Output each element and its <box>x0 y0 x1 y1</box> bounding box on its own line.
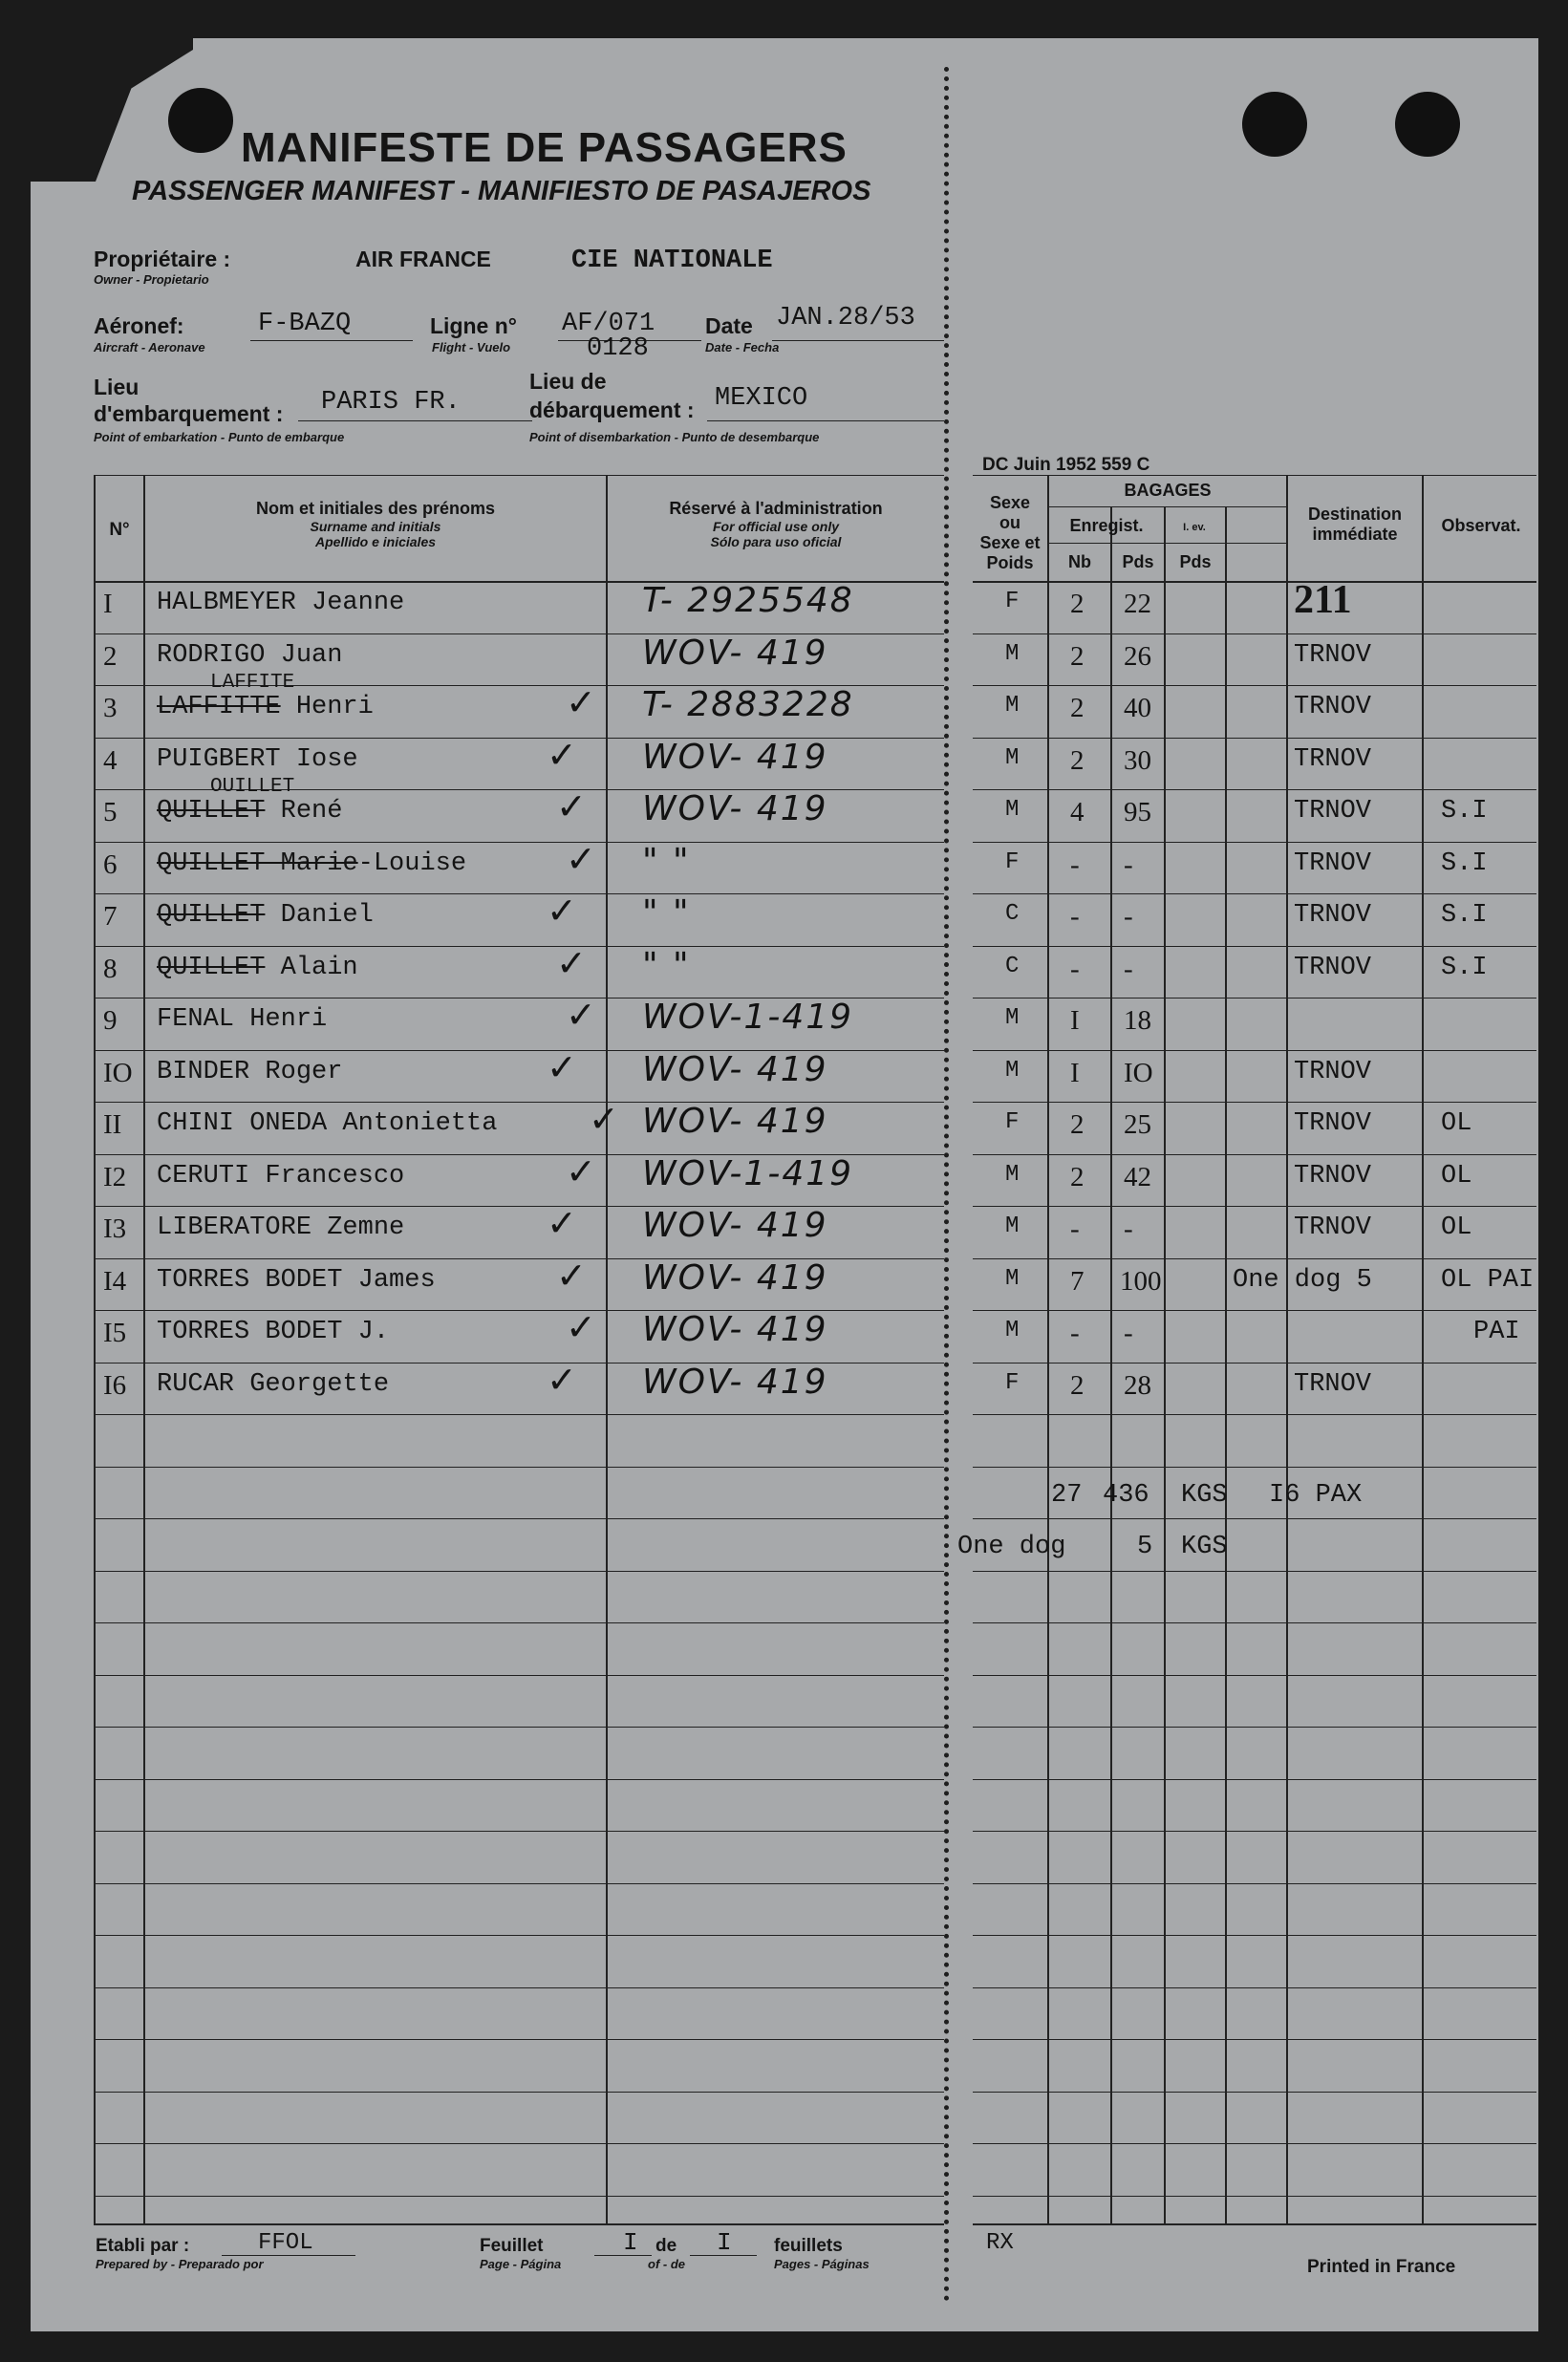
row-rule <box>973 2092 1536 2093</box>
row-name: PUIGBERT Iose <box>157 745 358 774</box>
row-admin: WOV- 419 <box>642 1310 828 1349</box>
row-admin: WOV- 419 <box>642 633 828 673</box>
footer-code: RX <box>986 2230 1014 2256</box>
row-baggage-nb: - <box>1070 1318 1080 1348</box>
aircraft-label: Aéronef: <box>94 313 184 338</box>
check-mark-icon: ✓ <box>547 1046 577 1088</box>
row-number: I3 <box>103 1213 127 1244</box>
pages-label: feuillets <box>774 2236 843 2256</box>
embark-value: PARIS FR. <box>321 388 461 417</box>
row-baggage-pds: 25 <box>1124 1109 1151 1140</box>
row-name: FENAL Henri <box>157 1005 328 1034</box>
row-destination: TRNOV <box>1294 693 1372 721</box>
line-sub: Flight - Vuelo <box>432 340 511 354</box>
row-name-struck: QUILLET <box>157 954 266 982</box>
of-sub: of - de <box>648 2257 685 2271</box>
row-rule <box>94 1935 944 1936</box>
row-rule <box>973 738 1536 739</box>
owner-extra: CIE NATIONALE <box>571 247 773 275</box>
row-sex: F <box>1005 1370 1020 1396</box>
row-rule <box>973 1310 1536 1311</box>
row-rule <box>973 1675 1536 1676</box>
row-name-rest: Alain <box>265 954 358 982</box>
row-name-struck: LAFFITTE <box>157 693 281 721</box>
row-baggage-pds: - <box>1124 849 1133 880</box>
row-baggage-nb: 2 <box>1070 1109 1085 1140</box>
disembark-value: MEXICO <box>715 384 808 413</box>
line-label: Ligne n° <box>430 313 517 338</box>
row-rule <box>94 1727 944 1728</box>
row-baggage-pds: - <box>1124 1318 1133 1348</box>
row-rule <box>94 1883 944 1884</box>
owner-value: AIR FRANCE <box>355 247 491 271</box>
row-rule <box>973 893 1536 894</box>
row-sex: M <box>1005 693 1020 719</box>
row-admin: WOV- 419 <box>642 1206 828 1245</box>
row-remarks: S.I <box>1441 797 1488 826</box>
row-name: RUCAR Georgette <box>157 1370 390 1399</box>
col-header-sex-4: Poids <box>986 553 1034 572</box>
row-sex: M <box>1005 641 1020 667</box>
col-header-unreg: I. ev. <box>1183 522 1206 533</box>
col-header-baggage: BAGAGES <box>1124 481 1212 500</box>
col-header-admin-sub1: For official use only <box>713 519 839 534</box>
row-admin: T- 2925548 <box>642 581 854 620</box>
row-sex: M <box>1005 1213 1020 1239</box>
row-rule <box>973 1258 1536 1259</box>
row-remarks: S.I <box>1441 849 1488 878</box>
date-sub: Date - Fecha <box>705 340 780 354</box>
check-mark-icon: ✓ <box>547 1359 577 1401</box>
col-header-sex-1: Sexe <box>989 493 1031 512</box>
prepared-value: FFOL <box>258 2230 313 2256</box>
row-rule <box>973 1622 1536 1623</box>
col-header-destination-1: Destination <box>1307 505 1402 524</box>
row-rule <box>973 1206 1536 1207</box>
row-rule <box>94 2039 944 2040</box>
total-pds: 436 <box>1103 1481 1149 1510</box>
row-admin: WOV-1-419 <box>642 998 854 1037</box>
row-number: 3 <box>103 693 118 723</box>
col-header-sex <box>973 493 1047 573</box>
row-baggage-pds: 18 <box>1124 1005 1151 1036</box>
disembark-label-1: Lieu de <box>529 369 607 394</box>
check-mark-icon: ✓ <box>547 890 577 932</box>
row-admin: WOV- 419 <box>642 1102 828 1141</box>
row-admin: WOV- 419 <box>642 1050 828 1089</box>
row-destination: One dog 5 <box>1233 1266 1372 1295</box>
row-admin: " " <box>642 893 691 933</box>
page-label: Feuillet <box>480 2236 544 2256</box>
row-remarks: OL PAI <box>1441 1266 1535 1295</box>
row-rule <box>973 842 1536 843</box>
total-pax: I6 PAX <box>1269 1481 1363 1510</box>
row-baggage-nb: I <box>1070 1005 1080 1036</box>
aircraft-value: F-BAZQ <box>258 310 352 338</box>
row-destination: TRNOV <box>1294 797 1372 826</box>
row-baggage-pds: 40 <box>1124 693 1151 723</box>
page-value: I <box>623 2228 638 2257</box>
row-baggage-nb: - <box>1070 849 1080 880</box>
row-destination: TRNOV <box>1294 849 1372 878</box>
row-number: 4 <box>103 745 118 776</box>
total-unit: KGS <box>1181 1481 1228 1510</box>
col-header-name-sub1: Surname and initials <box>310 519 441 534</box>
row-admin: WOV- 419 <box>642 1258 828 1298</box>
row-baggage-nb: 4 <box>1070 797 1085 827</box>
row-number: I <box>103 589 113 619</box>
row-number: I6 <box>103 1370 127 1401</box>
row-number: 2 <box>103 641 118 672</box>
row-baggage-pds: 28 <box>1124 1370 1151 1401</box>
col-header-remarks: Observat. <box>1441 516 1521 535</box>
row-rule <box>973 1467 1536 1468</box>
row-name: TORRES BODET James <box>157 1266 436 1295</box>
row-rule <box>94 1831 944 1832</box>
row-rule <box>973 1363 1536 1364</box>
disembark-sub: Point of disembarkation - Punto de desembarque <box>529 430 820 444</box>
row-name-correction: OUILLET <box>210 776 295 798</box>
row-rule <box>94 842 944 843</box>
owner-label: Propriétaire : <box>94 247 231 271</box>
row-baggage-pds: - <box>1124 954 1133 984</box>
row-admin: WOV- 419 <box>642 738 828 777</box>
row-remarks: S.I <box>1441 901 1488 930</box>
row-name: CHINI ONEDA Antonietta <box>157 1109 498 1138</box>
row-destination: TRNOV <box>1294 1213 1372 1242</box>
dog-label: One dog <box>957 1533 1066 1561</box>
row-rule <box>973 1883 1536 1884</box>
row-baggage-nb: - <box>1070 1213 1080 1244</box>
row-destination: TRNOV <box>1294 1370 1372 1399</box>
aircraft-sub: Aircraft - Aeronave <box>94 340 205 354</box>
row-rule <box>94 1987 944 1988</box>
check-mark-icon: ✓ <box>547 734 577 776</box>
row-rule <box>973 1831 1536 1832</box>
row-sex: M <box>1005 1005 1020 1031</box>
row-remarks: OL <box>1441 1162 1472 1191</box>
row-name <box>157 849 466 878</box>
row-baggage-nb: 2 <box>1070 589 1085 619</box>
row-name: CERUTI Francesco <box>157 1162 405 1191</box>
dog-value: 5 <box>1137 1533 1153 1561</box>
flight-number: 0128 <box>587 334 649 363</box>
row-rule <box>94 946 944 947</box>
col-header-no: N° <box>109 520 130 540</box>
owner-sub: Owner - Propietario <box>94 272 209 287</box>
check-mark-icon: ✓ <box>547 1202 577 1244</box>
row-rule <box>973 789 1536 790</box>
row-baggage-pds: 95 <box>1124 797 1151 827</box>
check-mark-icon: ✓ <box>566 1306 596 1348</box>
row-name <box>157 954 358 982</box>
row-rule <box>94 1622 944 1623</box>
pages-sub: Pages - Páginas <box>774 2257 870 2271</box>
row-rule <box>94 1414 944 1415</box>
row-remarks: S.I <box>1441 954 1488 982</box>
check-mark-icon: ✓ <box>566 1150 596 1192</box>
row-name-struck: QUILLET Marie <box>157 849 358 878</box>
row-sex: F <box>1005 589 1020 614</box>
check-mark-icon: ✓ <box>566 838 596 880</box>
col-header-name <box>145 499 606 549</box>
row-rule <box>94 1518 944 1519</box>
check-mark-icon: ✓ <box>556 942 587 984</box>
col-header-sex-2: ou <box>999 513 1020 532</box>
row-rule <box>94 1467 944 1468</box>
check-mark-icon: ✓ <box>566 994 596 1036</box>
row-name-rest: René <box>265 797 343 826</box>
row-name-rest: Daniel <box>265 901 374 930</box>
col-header-name-sub2: Apellido e iniciales <box>314 534 437 549</box>
col-header-destination <box>1288 505 1422 545</box>
row-rule <box>94 2196 944 2197</box>
row-rule <box>94 2143 944 2144</box>
row-rule <box>973 1102 1536 1103</box>
row-name-struck: QUILLET <box>157 797 266 826</box>
col-header-admin <box>608 499 944 549</box>
row-rule <box>973 1987 1536 1988</box>
torn-corner <box>31 38 193 182</box>
row-number: IO <box>103 1058 133 1088</box>
row-sex: M <box>1005 1162 1020 1188</box>
row-baggage-pds: 42 <box>1124 1162 1151 1192</box>
row-rule <box>94 1675 944 1676</box>
row-sex: F <box>1005 849 1020 875</box>
row-destination: TRNOV <box>1294 1162 1372 1191</box>
row-name: BINDER Roger <box>157 1058 343 1086</box>
printed-in: Printed in France <box>1307 2257 1456 2277</box>
row-rule <box>973 2143 1536 2144</box>
check-mark-icon: ✓ <box>589 1098 619 1140</box>
row-rule <box>973 1779 1536 1780</box>
form-code: DC Juin 1952 559 C <box>982 455 1150 475</box>
row-sex: F <box>1005 1109 1020 1135</box>
row-sex: M <box>1005 797 1020 823</box>
punch-hole-right <box>1395 92 1460 157</box>
page-title: MANIFESTE DE PASSAGERS <box>241 124 848 171</box>
row-name-rest: Henri <box>280 693 374 721</box>
col-header-admin-label: Réservé à l'administration <box>669 499 883 518</box>
row-name: LIBERATORE Zemne <box>157 1213 405 1242</box>
row-destination: TRNOV <box>1294 901 1372 930</box>
embark-sub: Point of embarkation - Punto de embarque <box>94 430 345 444</box>
row-name: HALBMEYER Jeanne <box>157 589 405 617</box>
col-header-destination-2: immédiate <box>1312 525 1398 544</box>
stamp-number: 211 <box>1294 578 1352 622</box>
row-number: II <box>103 1109 122 1140</box>
row-rule <box>973 1050 1536 1051</box>
row-rule <box>973 1414 1536 1415</box>
row-admin: T- 2883228 <box>642 685 854 724</box>
row-name <box>157 693 374 721</box>
col-header-admin-sub2: Sólo para uso oficial <box>710 534 842 549</box>
page-sub: Page - Página <box>480 2257 562 2271</box>
row-sex: C <box>1005 954 1020 979</box>
row-baggage-pds: - <box>1124 901 1133 932</box>
row-rule <box>973 1935 1536 1936</box>
row-rule <box>973 2039 1536 2040</box>
row-destination: TRNOV <box>1294 745 1372 774</box>
row-baggage-nb: 2 <box>1070 641 1085 672</box>
disembark-label-2: débarquement : <box>529 397 695 422</box>
row-baggage-pds: 100 <box>1120 1266 1162 1297</box>
check-mark-icon: ✓ <box>556 785 587 827</box>
row-destination: TRNOV <box>1294 1058 1372 1086</box>
row-baggage-pds: 26 <box>1124 641 1151 672</box>
page-subtitle: PASSENGER MANIFEST - MANIFIESTO DE PASAJEROS <box>132 176 871 206</box>
row-name-rest: -Louise <box>357 849 467 878</box>
of-label: de <box>655 2236 677 2256</box>
col-header-registered: Enregist. <box>1069 516 1144 535</box>
row-rule <box>973 1518 1536 1519</box>
row-sex: M <box>1005 745 1020 771</box>
row-remarks: OL <box>1441 1109 1472 1138</box>
row-admin: " " <box>642 946 691 985</box>
total-nb: 27 <box>1051 1481 1083 1510</box>
row-baggage-nb: - <box>1070 954 1080 984</box>
row-sex: M <box>1005 1266 1020 1292</box>
row-admin: WOV- 419 <box>642 1363 828 1402</box>
check-mark-icon: ✓ <box>556 1255 587 1297</box>
row-admin: WOV- 419 <box>642 789 828 828</box>
row-rule <box>973 1727 1536 1728</box>
row-baggage-nb: 7 <box>1070 1266 1085 1297</box>
row-rule <box>973 633 1536 634</box>
row-baggage-pds: 30 <box>1124 745 1151 776</box>
check-mark-icon: ✓ <box>566 681 596 723</box>
row-baggage-nb: 2 <box>1070 1370 1085 1401</box>
row-sex: M <box>1005 1058 1020 1084</box>
col-header-sex-3: Sexe et <box>979 533 1041 552</box>
row-destination: TRNOV <box>1294 954 1372 982</box>
row-rule <box>973 685 1536 686</box>
row-number: 8 <box>103 954 118 984</box>
row-name: TORRES BODET J. <box>157 1318 390 1346</box>
punch-hole-left <box>168 88 233 153</box>
col-header-pds2: Pds <box>1179 552 1212 571</box>
line-value: AF/071 <box>562 310 655 338</box>
row-baggage-pds: - <box>1124 1213 1133 1244</box>
row-destination: TRNOV <box>1294 641 1372 670</box>
row-baggage-nb: - <box>1070 901 1080 932</box>
row-baggage-nb: 2 <box>1070 745 1085 776</box>
col-header-nb: Nb <box>1068 552 1091 571</box>
row-number: I2 <box>103 1162 127 1192</box>
manifest-sheet <box>31 38 1538 2331</box>
perforation-line <box>944 67 949 2303</box>
row-sex: C <box>1005 901 1020 927</box>
row-rule <box>94 1779 944 1780</box>
row-name <box>157 901 374 930</box>
row-sex: M <box>1005 1318 1020 1343</box>
col-header-name-label: Nom et initiales des prénoms <box>255 499 496 518</box>
embark-label-1: Lieu <box>94 375 140 399</box>
row-number: 9 <box>103 1005 118 1036</box>
row-number: I5 <box>103 1318 127 1348</box>
date-value: JAN.28/53 <box>776 304 915 333</box>
row-number: 7 <box>103 901 118 932</box>
row-name-correction: LAFFITE <box>210 672 295 694</box>
punch-hole-center <box>1242 92 1307 157</box>
row-baggage-pds: IO <box>1124 1058 1153 1088</box>
row-rule <box>973 2196 1536 2197</box>
row-number: I4 <box>103 1266 127 1297</box>
date-label: Date <box>705 313 753 338</box>
row-name <box>157 797 342 826</box>
row-name-struck: QUILLET <box>157 901 266 930</box>
col-header-pds: Pds <box>1122 552 1154 571</box>
row-baggage-nb: 2 <box>1070 1162 1085 1192</box>
dog-unit: KGS <box>1181 1533 1228 1561</box>
row-destination: TRNOV <box>1294 1109 1372 1138</box>
row-remarks: PAI <box>1473 1318 1520 1346</box>
row-baggage-nb: 2 <box>1070 693 1085 723</box>
row-number: 6 <box>103 849 118 880</box>
row-rule <box>973 1571 1536 1572</box>
of-value: I <box>717 2228 732 2257</box>
row-remarks: OL <box>1441 1213 1472 1242</box>
row-baggage-nb: I <box>1070 1058 1080 1088</box>
prepared-label: Etabli par : <box>96 2236 190 2256</box>
prepared-sub: Prepared by - Preparado por <box>96 2257 264 2271</box>
row-rule <box>973 946 1536 947</box>
row-admin: " " <box>642 842 691 881</box>
row-name: RODRIGO Juan <box>157 641 343 670</box>
row-admin: WOV-1-419 <box>642 1154 854 1193</box>
embark-label-2: d'embarquement : <box>94 401 284 426</box>
row-rule <box>973 1154 1536 1155</box>
row-baggage-pds: 22 <box>1124 589 1151 619</box>
row-number: 5 <box>103 797 118 827</box>
row-rule <box>94 2092 944 2093</box>
row-rule <box>94 893 944 894</box>
row-rule <box>94 1571 944 1572</box>
